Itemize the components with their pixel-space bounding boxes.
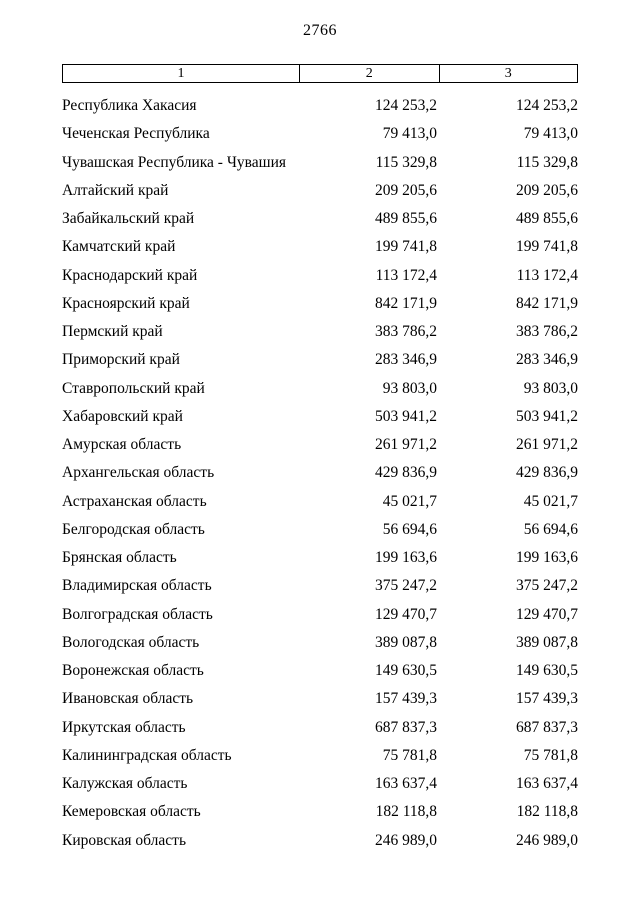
value-col2: 149 630,5	[375, 662, 437, 680]
value-col2: 199 163,6	[375, 549, 437, 567]
value-col2: 113 172,4	[375, 266, 437, 284]
table-header-col-3: 3	[504, 65, 512, 81]
value-col2: 182 118,8	[375, 803, 437, 821]
value-col3: 503 941,2	[516, 407, 578, 425]
table-row	[62, 177, 578, 205]
value-col3: 429 836,9	[516, 464, 578, 482]
value-col2: 115 329,8	[375, 153, 437, 171]
region-name: Иркутская область	[62, 718, 186, 736]
value-col2: 429 836,9	[375, 464, 437, 482]
value-col2: 383 786,2	[375, 323, 437, 341]
value-col2: 261 971,2	[375, 436, 437, 454]
region-name: Вологодская область	[62, 633, 200, 651]
value-col3: 79 413,0	[523, 125, 578, 143]
table-row	[62, 798, 578, 826]
region-name: Ставропольский край	[62, 379, 205, 397]
value-col2: 45 021,7	[382, 492, 437, 510]
value-col2: 129 470,7	[375, 605, 437, 623]
value-col3: 199 163,6	[516, 549, 578, 567]
value-col3: 113 172,4	[516, 266, 578, 284]
region-name: Краснодарский край	[62, 266, 198, 284]
region-name: Калининградская область	[62, 746, 232, 764]
region-name: Белгородская область	[62, 520, 205, 538]
region-name: Забайкальский край	[62, 210, 195, 228]
table-header-col-1: 1	[63, 65, 300, 82]
table-row	[62, 290, 578, 318]
table-row	[62, 657, 578, 685]
value-col2: 199 741,8	[375, 238, 437, 256]
region-name: Воронежская область	[62, 662, 204, 680]
value-col2: 283 346,9	[375, 351, 437, 369]
region-name: Кировская область	[62, 831, 187, 849]
value-col2: 209 205,6	[375, 181, 437, 199]
value-col2: 56 694,6	[382, 520, 437, 538]
table-row	[62, 488, 578, 516]
value-col3: 75 781,8	[523, 746, 578, 764]
value-col3: 115 329,8	[516, 153, 578, 171]
region-name: Пермский край	[62, 323, 163, 341]
table-row	[62, 205, 578, 233]
value-col2: 687 837,3	[375, 718, 437, 736]
value-col3: 199 741,8	[516, 238, 578, 256]
table-row	[62, 318, 578, 346]
region-name: Волгоградская область	[62, 605, 213, 623]
table-header-col-2: 2	[300, 65, 439, 82]
table-row	[62, 770, 578, 798]
value-col3: 489 855,6	[516, 210, 578, 228]
region-name: Хабаровский край	[62, 407, 183, 425]
value-col2: 389 087,8	[375, 633, 437, 651]
value-col3: 149 630,5	[516, 662, 578, 680]
table-row	[62, 120, 578, 148]
table-row	[62, 714, 578, 742]
value-col3: 182 118,8	[516, 803, 578, 821]
value-col2: 163 637,4	[375, 775, 437, 793]
table-row	[62, 262, 578, 290]
region-name: Брянская область	[62, 549, 177, 567]
value-col3: 209 205,6	[516, 181, 578, 199]
table-row	[62, 459, 578, 487]
value-col2: 93 803,0	[382, 379, 437, 397]
region-name: Чувашская Республика - Чувашия	[62, 153, 287, 171]
table-row	[62, 431, 578, 459]
region-name: Архангельская область	[62, 464, 215, 482]
value-col3: 93 803,0	[523, 379, 578, 397]
table-header-row	[62, 64, 578, 83]
value-col3: 375 247,2	[516, 577, 578, 595]
value-col3: 261 971,2	[516, 436, 578, 454]
value-col2: 375 247,2	[375, 577, 437, 595]
value-col3: 163 637,4	[516, 775, 578, 793]
value-col2: 489 855,6	[375, 210, 437, 228]
region-name: Кемеровская область	[62, 803, 201, 821]
table-row	[62, 92, 578, 120]
value-col3: 129 470,7	[516, 605, 578, 623]
region-name: Приморский край	[62, 351, 180, 369]
table-row	[62, 149, 578, 177]
table-row	[62, 403, 578, 431]
table-row	[62, 375, 578, 403]
table-row	[62, 827, 578, 855]
table-row	[62, 346, 578, 374]
table-row	[62, 544, 578, 572]
value-col3: 157 439,3	[516, 690, 578, 708]
table-row	[62, 742, 578, 770]
value-col3: 687 837,3	[516, 718, 578, 736]
table-row	[62, 601, 578, 629]
page-number: 2766	[303, 22, 337, 39]
table-row	[62, 572, 578, 600]
value-col3: 246 989,0	[516, 831, 578, 849]
table-row	[62, 629, 578, 657]
value-col2: 157 439,3	[375, 690, 437, 708]
region-name: Владимирская область	[62, 577, 212, 595]
table-body	[62, 92, 578, 855]
region-name: Калужская область	[62, 775, 188, 793]
value-col3: 45 021,7	[523, 492, 578, 510]
value-col2: 842 171,9	[375, 294, 437, 312]
value-col3: 389 087,8	[516, 633, 578, 651]
value-col2: 75 781,8	[382, 746, 437, 764]
region-name: Республика Хакасия	[62, 97, 197, 115]
region-name: Красноярский край	[62, 294, 190, 312]
value-col2: 246 989,0	[375, 831, 437, 849]
value-col2: 503 941,2	[375, 407, 437, 425]
value-col3: 56 694,6	[523, 520, 578, 538]
region-name: Камчатский край	[62, 238, 176, 256]
region-name: Амурская область	[62, 436, 182, 454]
value-col3: 842 171,9	[516, 294, 578, 312]
table-row	[62, 233, 578, 261]
region-name: Астраханская область	[62, 492, 207, 510]
value-col3: 383 786,2	[516, 323, 578, 341]
table-row	[62, 685, 578, 713]
region-name: Чеченская Республика	[62, 125, 210, 143]
value-col2: 79 413,0	[382, 125, 437, 143]
value-col3: 283 346,9	[516, 351, 578, 369]
value-col2: 124 253,2	[375, 97, 437, 115]
region-name: Ивановская область	[62, 690, 194, 708]
table-row	[62, 516, 578, 544]
value-col3: 124 253,2	[516, 97, 578, 115]
region-name: Алтайский край	[62, 181, 169, 199]
